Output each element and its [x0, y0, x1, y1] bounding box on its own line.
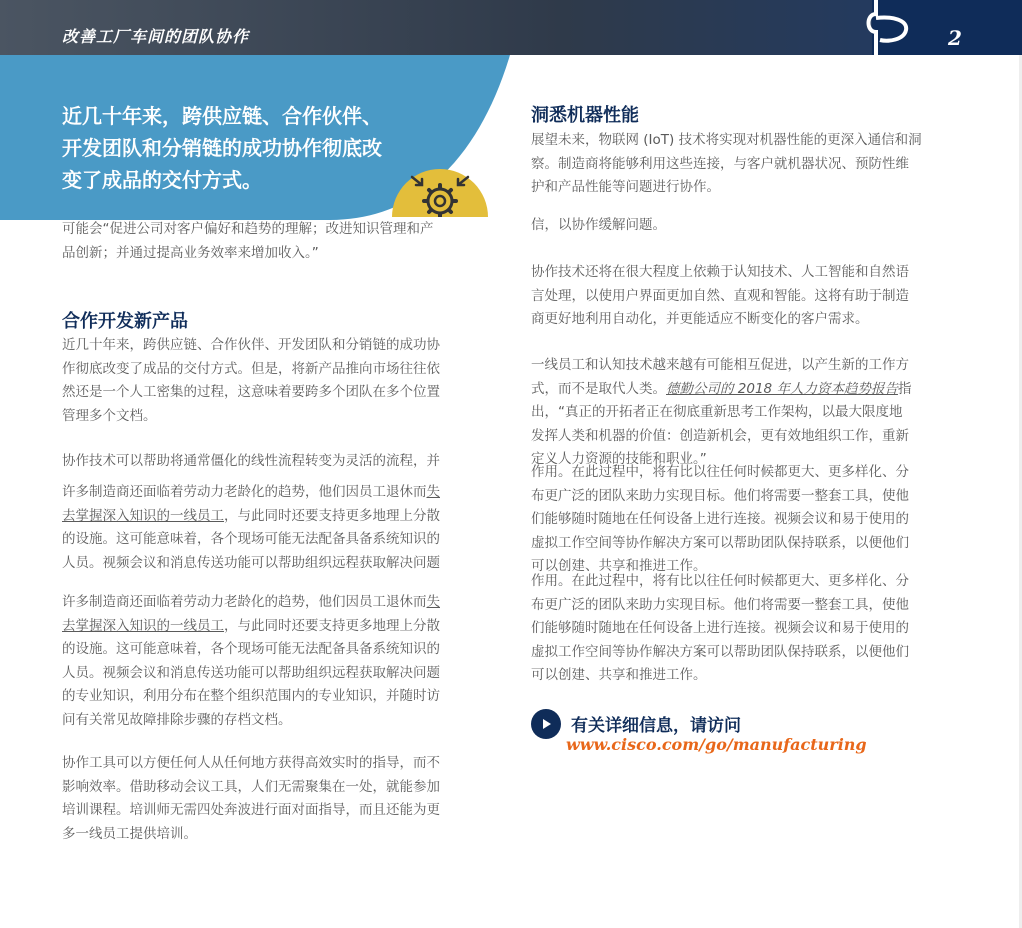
puzzle-piece-icon: [862, 0, 922, 60]
deloitte-report-link[interactable]: 德勤公司的 2018 年人力资本趋势报告: [666, 380, 898, 397]
right-paragraph-3: 协作技术还将在很大程度上依赖于认知技术、人工智能和自然语 言处理，以使用户界面更加自然、直观和智能。这将有助于制造 商更好地利用自动化，并更能适应不断变化的客户需求。: [531, 264, 909, 327]
gear-icon: [390, 155, 490, 217]
inline-link[interactable]: 去掌握深入知识的一线员工: [62, 507, 224, 524]
right-paragraph-1: 展望未来，物联网 (IoT) 技术将实现对机器性能的更深入通信和洞 察。制造商将能够利用这些连接，与客户就机器状况、预防性维 护和产品性能等问题进行协作。: [531, 132, 922, 195]
left-paragraph-1: 近几十年来，跨供应链、合作伙伴、开发团队和分销链的成功协 作彻底改变了成品的交付方式。但是，将新产品推向市场往往依 然还是一个人工密集的过程，这意味着要跨多个团队在多个位置 管理多个文档。: [62, 337, 440, 424]
left-section-heading: 合作开发新产品: [62, 311, 188, 332]
inline-link[interactable]: 失: [426, 594, 440, 610]
hero-quote: [62, 100, 402, 196]
left-paragraph-2: 协作技术可以帮助将通常僵化的线性流程转变为灵活的流程，并: [62, 453, 440, 469]
left-paragraph-3: 许多制造商还面临着劳动力老龄化的趋势，他们因员工退休而失 去掌握深入知识的一线员工，与此同时还要支持更多地理上分散 的设施。这可能意味着，各个现场可能无法配备具备系统知识的 人员。视频会议和消息传送功能可以帮助组织远程获取解决问题: [62, 484, 440, 571]
inline-link[interactable]: 失: [426, 484, 440, 500]
header-title: 改善工厂车间的团队协作: [62, 27, 250, 46]
left-paragraph-0: 可能会“促进公司对客户偏好和趋势的理解；改进知识管理和产 品创新；并通过提高业务效率来增加收入。”: [62, 221, 434, 261]
hero-line: 开发团队和分销链的成功协作彻底改: [62, 136, 382, 160]
right-paragraph-4: 一线员工和认知技术越来越有可能相互促进，以产生新的工作方 式，而不是取代人类。德勤公司的 2018 年人力资本趋势报告指 出，“真正的开拓者正在彻底重新思考工作架构，以最大限度地 发挥人类和机器的价值：创造新机会，更有效地组织工作，重新 定义人力资源的技能和职业。”: [531, 357, 912, 467]
right-paragraph-5: 作用。在此过程中，将有比以往任何时候都更大、更多样化、分 布更广泛的团队来助力实现目标。他们将需要一整套工具，使他 们能够随时随地在任何设备上进行连接。视频会议和易于使用的 虚拟工作空间等协作解决方案可以帮助团队保持联系，以便他们 可以创建、共享和推进工作。: [531, 464, 909, 574]
hero-line: 变了成品的交付方式。: [62, 168, 262, 192]
right-section-heading: 洞悉机器性能: [531, 105, 639, 126]
left-paragraph-5: 协作工具可以方便任何人从任何地方获得高效实时的指导，而不 影响效率。借助移动会议工具，人们无需聚集在一处，就能参加 培训课程。培训师无需四处奔波进行面对面指导，而且还能为更 多一线员工提供培训。: [62, 755, 440, 842]
right-paragraph-6: 作用。在此过程中，将有比以往任何时候都更大、更多样化、分 布更广泛的团队来助力实现目标。他们将需要一整套工具，使他 们能够随时随地在任何设备上进行连接。视频会议和易于使用的 虚拟工作空间等协作解决方案可以帮助团队保持联系，以便他们 可以创建、共享和推进工作。: [531, 573, 909, 683]
cta-url-link[interactable]: www.cisco.com/go/manufacturing: [566, 735, 867, 754]
cta-text: 有关详细信息，请访问: [571, 716, 741, 736]
left-paragraph-4: 许多制造商还面临着劳动力老龄化的趋势，他们因员工退休而失 去掌握深入知识的一线员工，与此同时还要支持更多地理上分散 的设施。这可能意味着，各个现场可能无法配备具备系统知识的 人员。视频会议和消息传送功能可以帮助组织远程获取解决问题 的专业知识，利用分布在整个组织范围内的专业知识，并随时访 问有关常见故障排除步骤的存档文档。: [62, 594, 440, 728]
play-icon[interactable]: [531, 709, 561, 739]
inline-link[interactable]: 去掌握深入知识的一线员工: [62, 617, 224, 634]
page-number: 2: [948, 26, 962, 50]
hero-line: 近几十年来，跨供应链、合作伙伴、: [62, 104, 382, 128]
right-paragraph-2: 信，以协作缓解问题。: [531, 217, 666, 233]
